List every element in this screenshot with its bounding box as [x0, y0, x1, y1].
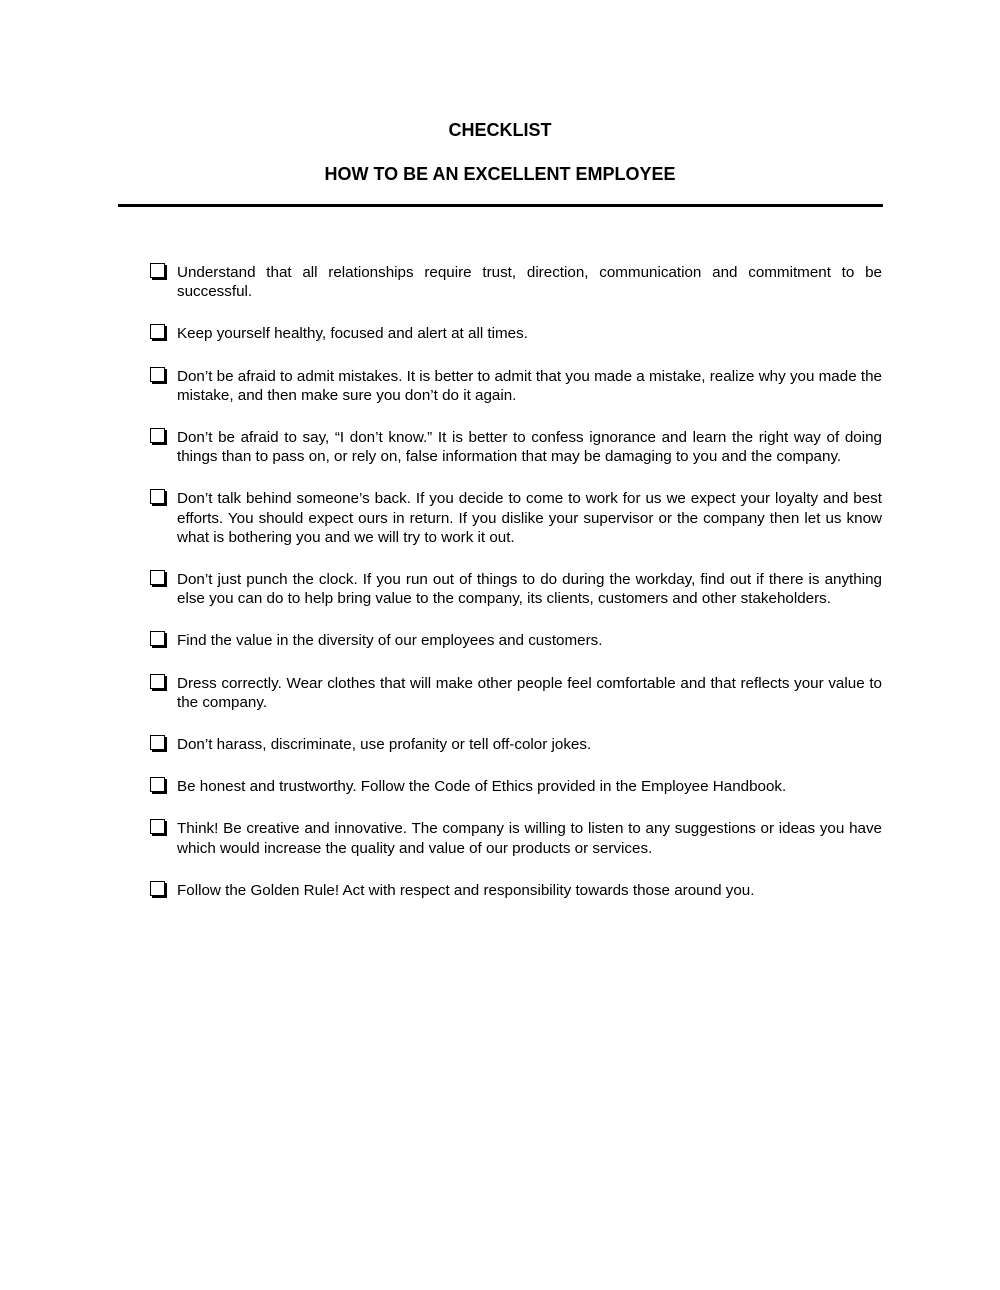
checklist-item [148, 570, 882, 608]
checklist-item [148, 631, 882, 650]
checklist-item-text: Don’t talk behind someone’s back. If you decide to come to work for us we expect your loyalty and best efforts. You should expect ours in return. If you dislike your supervisor or the company then let us know what is bothering you and we will try to work it out. [177, 490, 882, 546]
checkbox-icon[interactable] [150, 674, 165, 689]
checkbox-icon[interactable] [150, 819, 165, 834]
checklist-item-text: Follow the Golden Rule! Act with respect and responsibility towards those around you. [177, 881, 755, 899]
checklist-item-text: Don’t just punch the clock. If you run out of things to do during the workday, find out if there is anything else you can do to help bring value to the company, its clients, customers and other stakeholders. [177, 571, 882, 608]
checkbox-icon[interactable] [150, 881, 165, 896]
checklist-item [148, 674, 882, 712]
checkbox-icon[interactable] [150, 489, 165, 504]
checklist-item [148, 735, 882, 754]
checklist-item [148, 428, 882, 466]
checkbox-icon[interactable] [150, 570, 165, 585]
checklist-item-text: Understand that all relationships require trust, direction, communication and commitment to be successful. [177, 264, 882, 301]
checklist-item [148, 263, 882, 301]
checklist-item [148, 777, 882, 796]
checklist [148, 263, 882, 923]
checklist-item [148, 881, 882, 900]
checklist-item-text: Keep yourself healthy, focused and alert at all times. [177, 325, 528, 343]
checklist-item-text: Don’t be afraid to say, “I don’t know.” It is better to confess ignorance and learn the right way of doing things than to pass on, or rely on, false information that may be damaging to you and the company. [177, 429, 882, 466]
checkbox-icon[interactable] [150, 777, 165, 792]
checklist-item [148, 367, 882, 405]
title-divider [118, 204, 883, 207]
document-subtitle: HOW TO BE AN EXCELLENT EMPLOYEE [324, 164, 676, 184]
checklist-item-text: Dress correctly. Wear clothes that will make other people feel comfortable and that reflects your value to the company. [177, 674, 882, 711]
checkbox-icon[interactable] [150, 735, 165, 750]
checkbox-icon[interactable] [150, 428, 165, 443]
checklist-item-text: Be honest and trustworthy. Follow the Code of Ethics provided in the Employee Handbook. [177, 778, 787, 796]
checkbox-icon[interactable] [150, 263, 165, 278]
checklist-item [148, 324, 882, 343]
checklist-item-text: Don’t harass, discriminate, use profanity or tell off-color jokes. [177, 736, 592, 754]
checklist-item [148, 819, 882, 857]
checkbox-icon[interactable] [150, 631, 165, 646]
checkbox-icon[interactable] [150, 367, 165, 382]
document-title: CHECKLIST [448, 120, 552, 140]
checklist-item-text: Think! Be creative and innovative. The company is willing to listen to any suggestions or ideas you have which would increase the quality and value of our products or services. [177, 820, 882, 857]
checklist-item [148, 489, 882, 547]
checklist-item-text: Find the value in the diversity of our employees and customers. [177, 632, 603, 650]
checkbox-icon[interactable] [150, 324, 165, 339]
checklist-item-text: Don’t be afraid to admit mistakes. It is better to admit that you made a mistake, realize why you made the mistake, and then make sure you don’t do it again. [177, 367, 882, 404]
